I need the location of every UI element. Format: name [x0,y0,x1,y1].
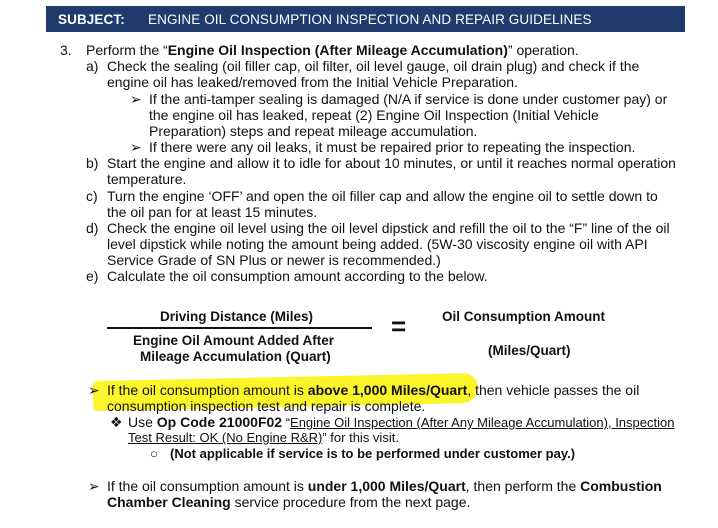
subject-header-bar [46,6,685,32]
op-code-line1: Use Op Code 21000F02 “Engine Oil Inspection (After Any Mileage Accumulation), Inspection [128,414,675,430]
subject-title: ENGINE OIL CONSUMPTION INSPECTION AND REPAIR GUIDELINES [148,11,592,27]
item-a-line1: Check the sealing (oil filler cap, oil filter, oil level gauge, oil drain plug) and check if the [107,58,640,74]
item-d-line1: Check the engine oil level using the oil level dipstick and refill the oil to the “F” line of the oil [107,220,670,236]
diamond-bullet-icon: ❖ [110,414,123,430]
item-b-marker: b) [86,155,99,171]
item-e-line1: Calculate the oil consumption amount according to the below. [107,268,488,284]
item-a-sub1-line2: the engine oil has leaked, repeat (2) Engine Oil Inspection (Initial Vehicle [149,107,599,123]
step-number: 3. [60,42,72,58]
equation-denominator-line2: Mileage Accumulation (Quart) [140,349,331,364]
arrow-bullet-icon: ➢ [88,382,100,398]
item-c-marker: c) [86,188,98,204]
op-code-link-line1: Engine Oil Inspection (After Any Mileage Accumulation), Inspection [290,415,675,430]
arrow-bullet-icon: ➢ [130,91,142,107]
fail-case-line2: Chamber Cleaning service procedure from the next page. [107,494,471,510]
op-code-link-line2: Test Result: OK (No Engine R&R) [128,430,323,445]
circle-bullet-icon: ○ [150,446,158,461]
customer-pay-note: (Not applicable if service is to be performed under customer pay.) [170,446,576,461]
item-c-line2: the oil pan for at least 15 minutes. [107,204,318,220]
pass-case-line1: If the oil consumption amount is above 1,000 Miles/Quart, then vehicle passes the oil [107,382,640,398]
item-c-line1: Turn the engine ‘OFF’ and open the oil filler cap and allow the engine oil to settle down to [107,188,658,204]
item-a-sub2-line1: If there were any oil leaks, it must be repaired prior to repeating the inspection. [149,139,636,155]
equals-sign: = [391,311,407,341]
equation-result-line1: Oil Consumption Amount [442,309,605,324]
subject-label: SUBJECT: [58,11,125,27]
fraction-bar [107,327,372,329]
pass-case-line2: consumption inspection test and repair is complete. [107,398,426,414]
arrow-bullet-icon: ➢ [130,139,142,155]
item-e-marker: e) [86,268,99,284]
equation-denominator-line1: Engine Oil Amount Added After [133,333,334,348]
item-a-sub1-line1: If the anti-tamper sealing is damaged (N/A if service is done under customer pay) or [149,91,668,107]
item-b-line1: Start the engine and allow it to idle for about 10 minutes, or until it reaches normal operation [107,155,676,171]
step-intro: Perform the “Engine Oil Inspection (After Mileage Accumulation)” operation. [86,42,579,58]
equation-result-line2: (Miles/Quart) [488,343,571,358]
item-d-line2: level dipstick while noting the amount being added. (5W-30 viscosity engine oil with API [107,236,648,252]
item-d-line3: Service Grade of SN Plus or newer is recommended.) [107,252,441,268]
item-d-marker: d) [86,220,99,236]
item-a-line2: engine oil has leaked/removed from the Initial Vehicle Preparation. [107,74,518,90]
op-code-line2: Test Result: OK (No Engine R&R)” for this visit. [128,430,399,445]
item-a-marker: a) [86,58,99,74]
item-b-line2: temperature. [107,171,187,187]
item-a-sub1-line3: Preparation) steps and repeat mileage accumulation. [149,123,478,139]
fail-case-line1: If the oil consumption amount is under 1,000 Miles/Quart, then perform the Combustion [107,478,662,494]
equation-numerator: Driving Distance (Miles) [160,309,314,324]
arrow-bullet-icon: ➢ [88,478,100,494]
